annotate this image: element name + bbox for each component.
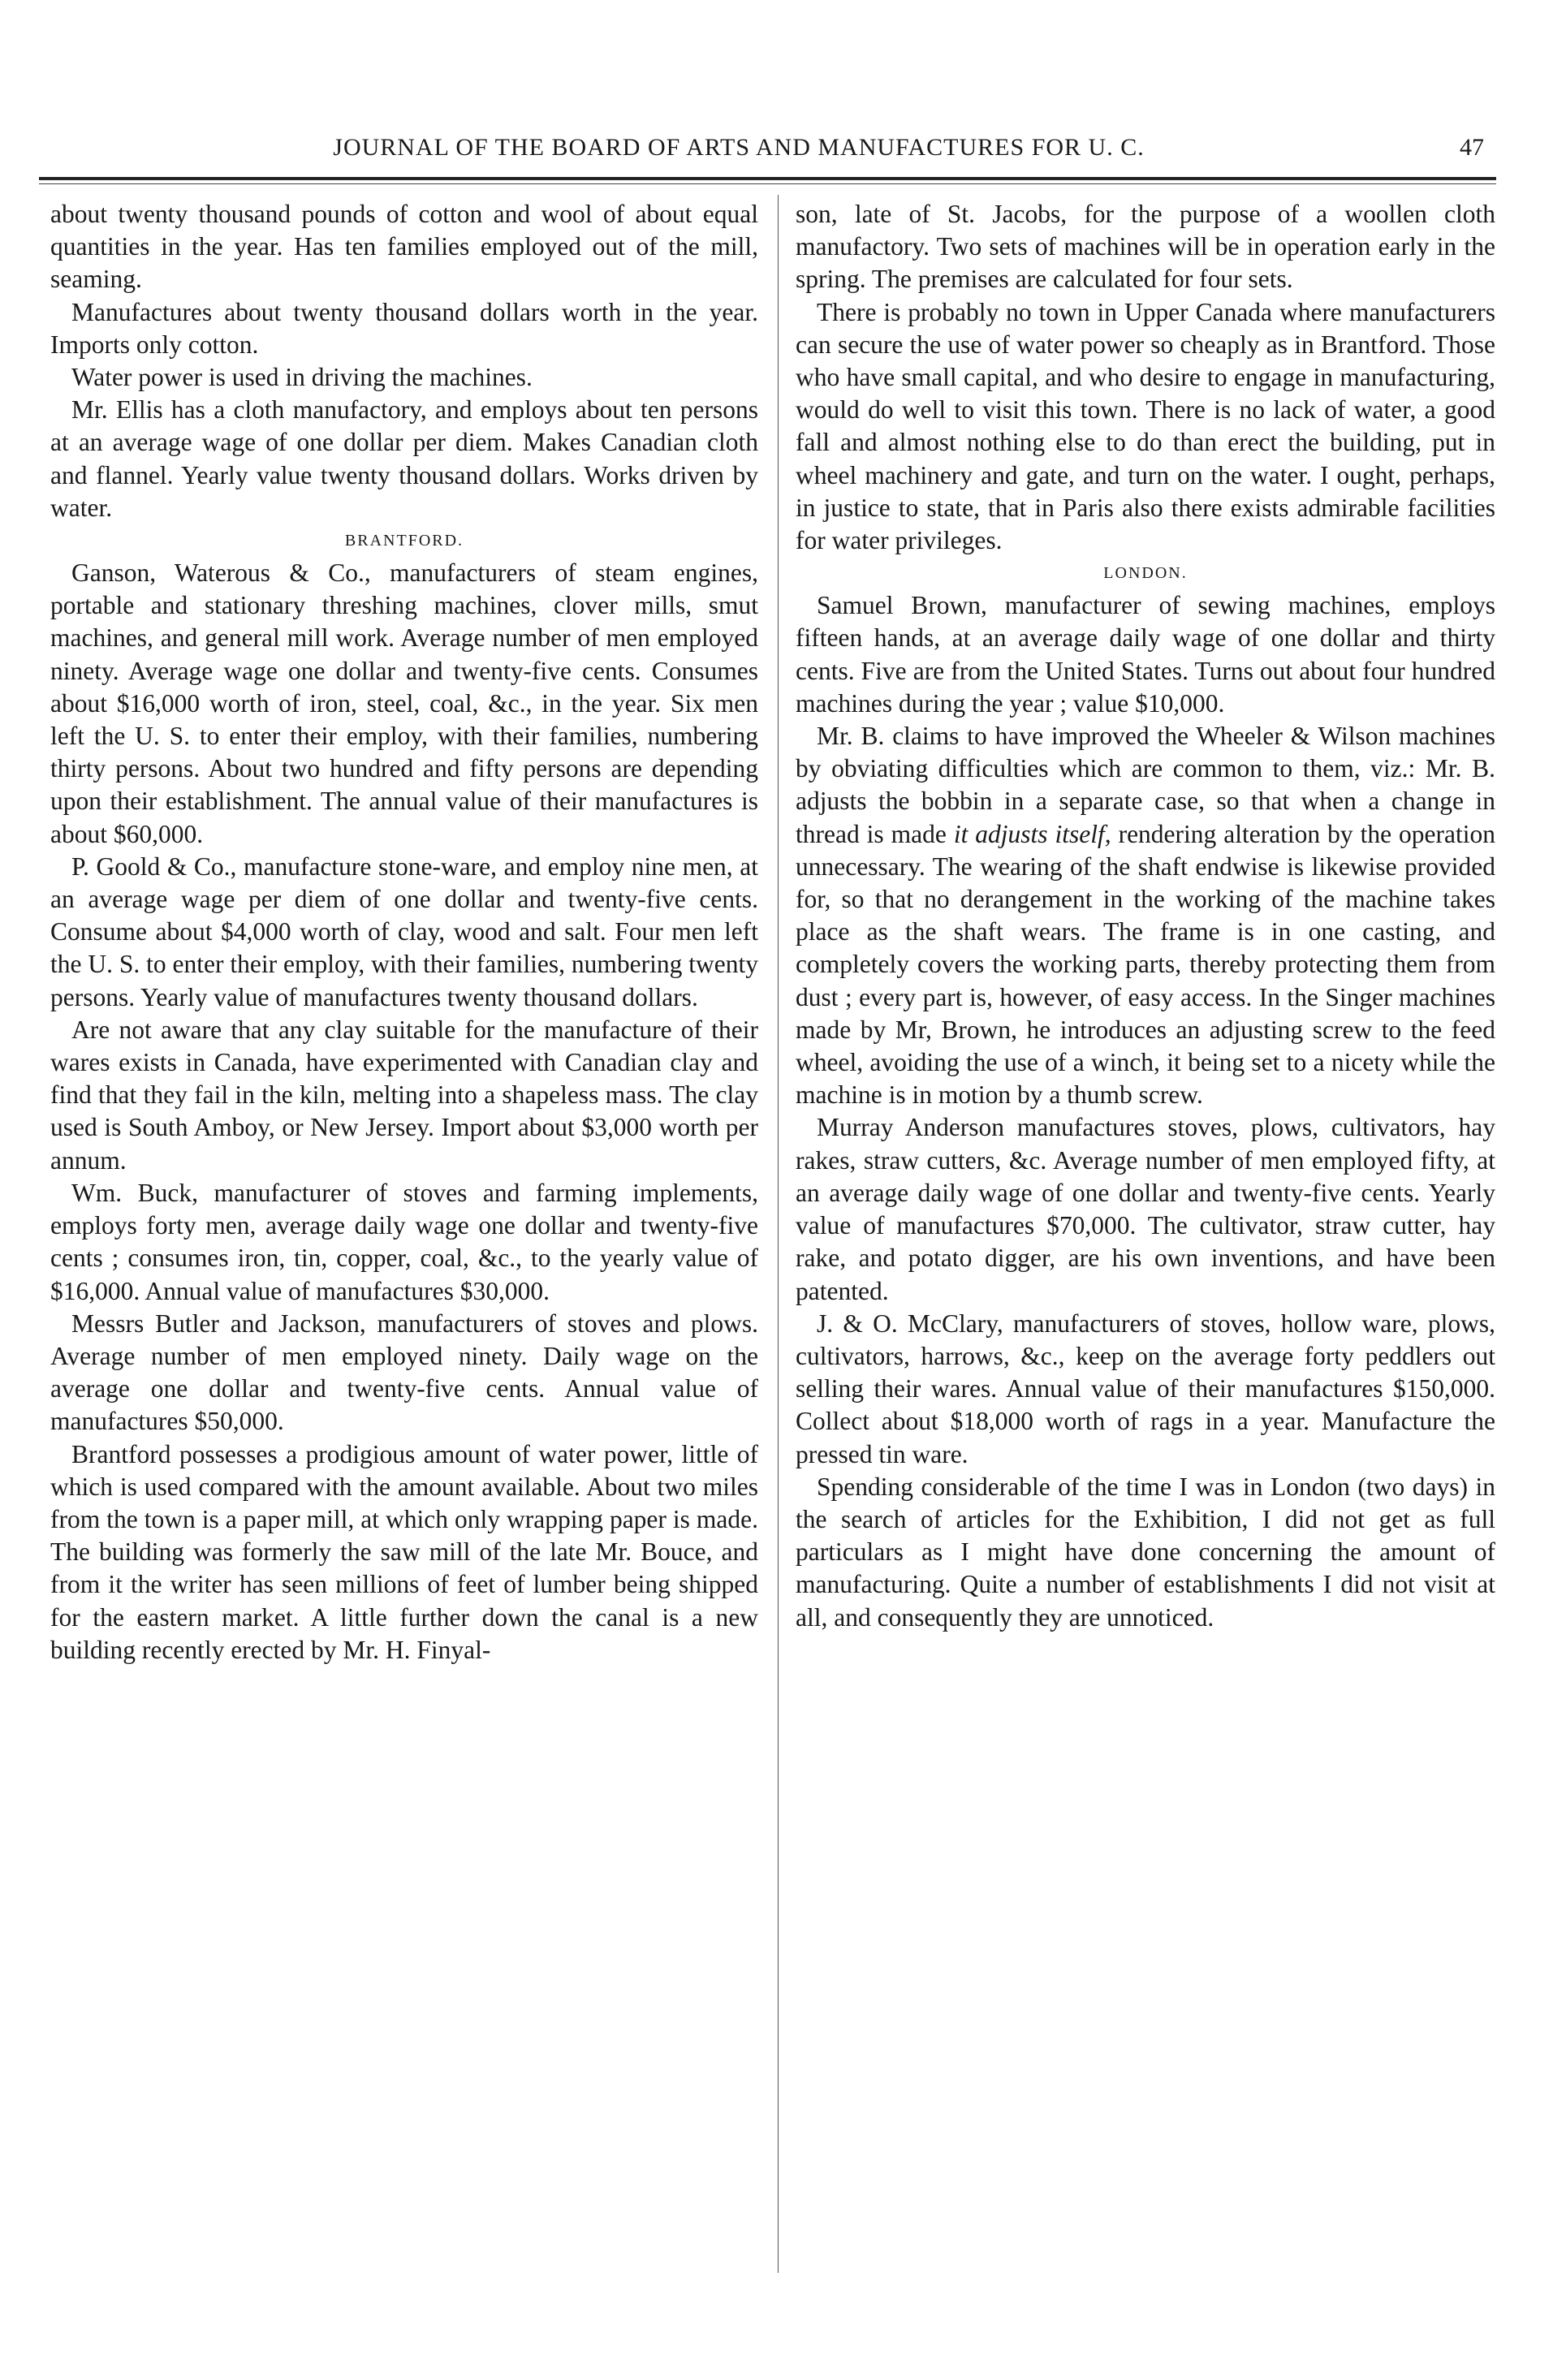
header-rule-thick xyxy=(39,177,1496,180)
right-column xyxy=(796,198,1495,1634)
running-title: JOURNAL OF THE BOARD OF ARTS AND MANUFACTURES FOR U. C. xyxy=(333,134,1145,161)
paragraph: J. & O. McClary, manufacturers of stoves, hollow ware, plows, cultivators, harrows, &c., keep on the average forty peddlers out selling their wares. Annual value of their manufactures $150,000. Collect about $18,000 worth of rags in a year. Manufacture the pressed tin ware. xyxy=(796,1309,1495,1468)
paragraph xyxy=(796,720,1495,1111)
running-head xyxy=(49,132,1502,164)
paragraph: Ganson, Waterous & Co., manufacturers of steam engines, portable and stationary threshing machines, clover mills, smut machines, and general mill work. Average number of men employed ninety. Average wage one dollar and twenty-five cents. Consumes about $16,000 worth of iron, steel, coal, &c., in the year. Six men left the U. S. to enter their employ, with their families, numbering thirty persons. About two hundred and fifty persons are depending upon their establishment. The annual value of their manufactures is about $60,000. xyxy=(50,558,758,848)
section-heading-brantford: BRANTFORD. xyxy=(344,532,464,550)
paragraph: P. Goold & Co., manufacture stone-ware, and employ nine men, at an average wage per diem of one dollar and twenty-five cents. Consume about $4,000 worth of clay, wood and salt. Four men left the U. S. to enter their employ, with their families, numbering twenty persons. Yearly value of manufactures twenty thousand dollars. xyxy=(50,852,758,1011)
paragraph: Wm. Buck, manufacturer of stoves and farming implements, employs forty men, average daily wage one dollar and twenty-five cents ; consumes iron, tin, copper, coal, &c., to the yearly value of $16,000. Annual value of manufactures $30,000. xyxy=(50,1178,758,1305)
paragraph: Spending considerable of the time I was in London (two days) in the search of articles for the Exhibition, I did not get as full particulars as I might have done concerning the amount of manufacturing. Quite a number of establishments I did not visit at all, and consequently they are unnoticed. xyxy=(796,1472,1495,1632)
text-run: Mr. B. claims to have improved the Wheeler & Wilson machines by obviating difficulties which are common to them, viz.: Mr. B. adjusts the bobbin in a separate case, so that when a change in thread is made xyxy=(796,722,1495,848)
header-rule-thin xyxy=(39,183,1496,184)
left-column xyxy=(50,198,758,1666)
section-heading-london: LONDON. xyxy=(1103,564,1188,583)
paragraph: There is probably no town in Upper Canada where manufacturers can secure the use of water power so cheaply as in Brantford. Those who have small capital, and who desire to engage in manufacturing, would do well to visit this town. There is no lack of water, a good fall and almost nothing else to do than erect the building, put in wheel machinery and gate, and turn on the water. I ought, perhaps, in justice to state, that in Paris also there exists admirable facilities for water privileges. xyxy=(796,297,1495,555)
paragraph: about twenty thousand pounds of cotton and wool of about equal quantities in the year. Has ten families employed out of the mill, seaming. xyxy=(50,200,758,294)
paragraph: Brantford possesses a prodigious amount of water power, little of which is used compared with the amount available. About two miles from the town is a paper mill, at which only wrapping paper is made. The building was formerly the saw mill of the late Mr. Bouce, and from it the writer has seen millions of feet of lumber being shipped for the eastern market. A little further down the canal is a new building recently erected by Mr. H. Finyal- xyxy=(50,1439,758,1664)
paragraph: Are not aware that any clay suitable for the manufacture of their wares exists in Canada, have experimented with Canadian clay and find that they fail in the kiln, melting into a shapeless mass. The clay used is South Amboy, or New Jersey. Import about $3,000 worth per annum. xyxy=(50,1015,758,1175)
paragraph: Manufactures about twenty thousand dollars worth in the year. Imports only cotton. xyxy=(50,297,758,359)
paragraph: Mr. Ellis has a cloth manufactory, and employs about ten persons at an average wage of one dollar per diem. Makes Canadian cloth and flannel. Yearly value twenty thousand dollars. Works driven by water. xyxy=(50,395,758,522)
column-divider xyxy=(778,195,779,2273)
paragraph: Messrs Butler and Jackson, manufacturers of stoves and plows. Average number of men employed ninety. Daily wage on the average one dollar and twenty-five cents. Annual value of manufactures $50,000. xyxy=(50,1309,758,1436)
italic-emphasis: it adjusts itself, xyxy=(953,819,1111,848)
text-run: rendering alteration by the operation unnecessary. The wearing of the shaft endwise is likewise provided for, so that no derangement in the working of the machine takes place as the shaft wears. The frame is in one casting, and completely covers the working parts, thereby protecting them from dust ; every part is, however, of easy access. In the Singer machines made by Mr, Brown, he introduces an adjusting screw to the feed wheel, avoiding the use of a winch, it being set to a nicety while the machine is in motion by a thumb screw. xyxy=(796,819,1495,1110)
paragraph: Samuel Brown, manufacturer of sewing machines, employs fifteen hands, at an average daily wage of one dollar and thirty cents. Five are from the United States. Turns out about four hundred machines during the year ; value $10,000. xyxy=(796,591,1495,718)
paragraph: son, late of St. Jacobs, for the purpose of a woollen cloth manufactory. Two sets of machines will be in operation early in the spring. The premises are calculated for four sets. xyxy=(796,200,1495,294)
paragraph: Water power is used in driving the machines. xyxy=(71,363,533,392)
paragraph: Murray Anderson manufactures stoves, plows, cultivators, hay rakes, straw cutters, &c. Average number of men employed fifty, at an average daily wage of one dollar and twenty-five cents. Yearly value of manufactures $70,000. The cultivator, straw cutter, hay rake, and potato digger, are his own inventions, and have been patented. xyxy=(796,1113,1495,1305)
page-number: 47 xyxy=(1460,134,1484,161)
